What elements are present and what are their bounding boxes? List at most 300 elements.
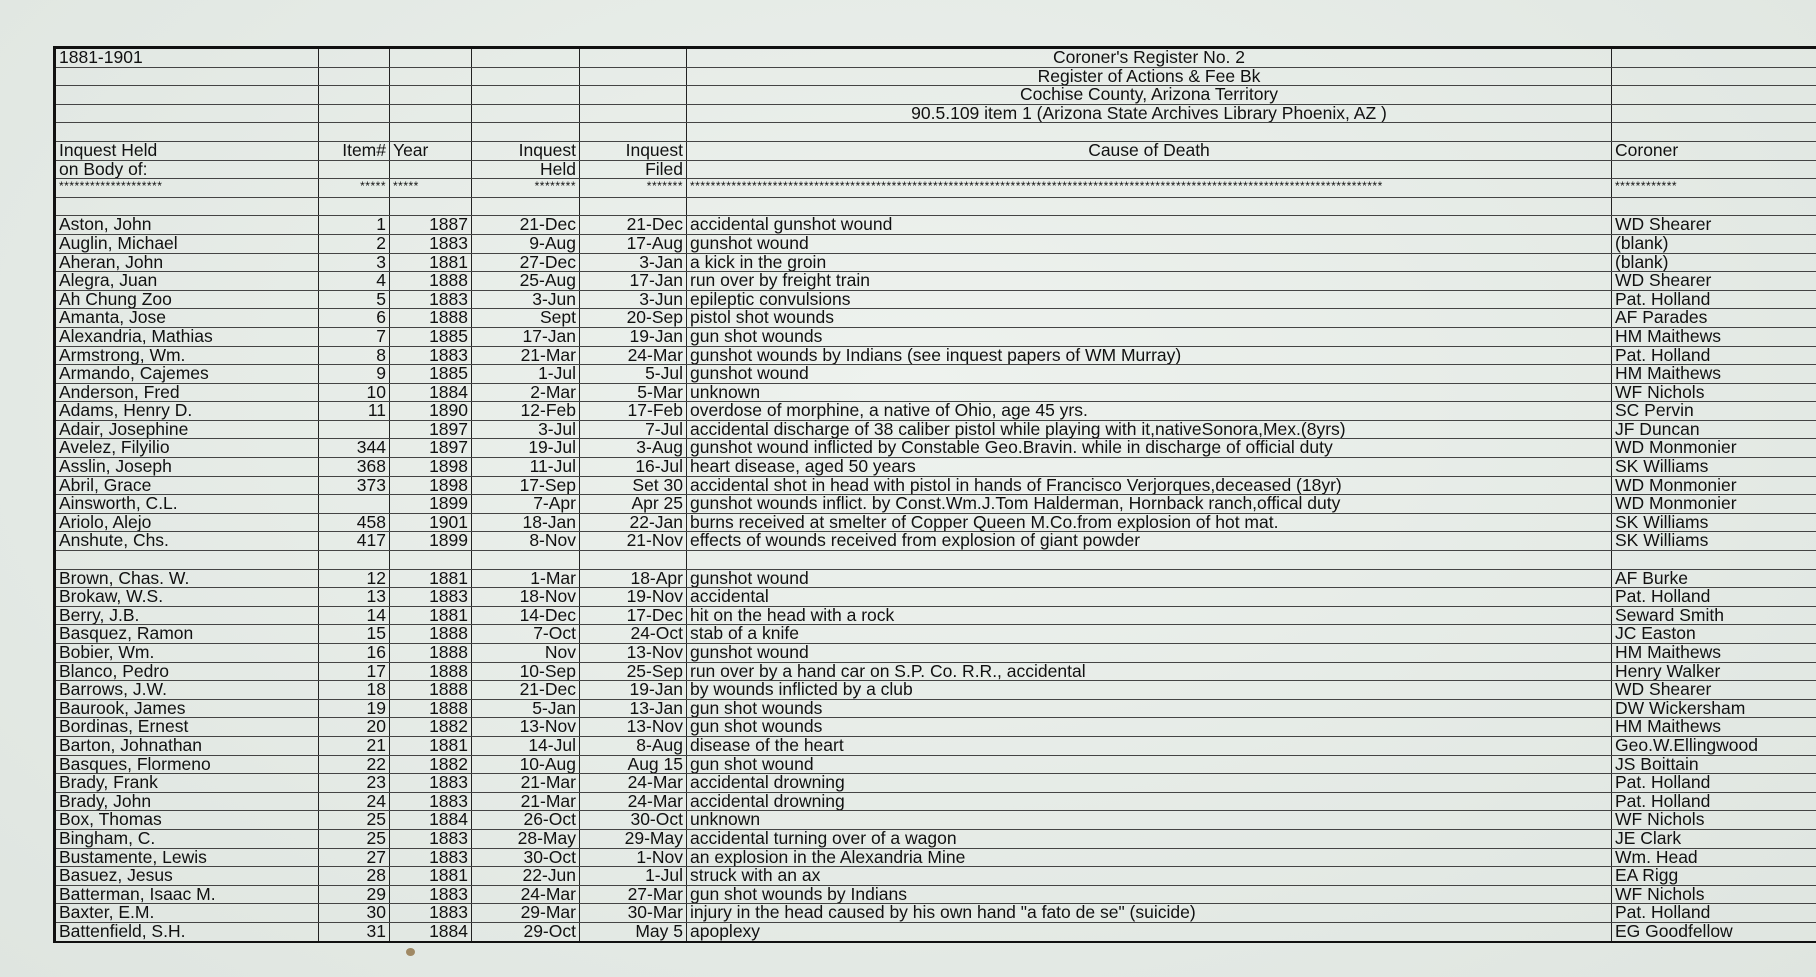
entry-year: 1887 bbox=[390, 216, 472, 235]
entry-year: 1898 bbox=[390, 476, 472, 495]
title-row-4 bbox=[55, 104, 1816, 123]
table-row bbox=[55, 476, 1816, 495]
entry-held: 3-Jun bbox=[472, 290, 580, 309]
entry-year: 1881 bbox=[390, 569, 472, 588]
entry-item: 13 bbox=[319, 588, 390, 607]
entry-coroner: EG Goodfellow bbox=[1612, 922, 1816, 941]
entry-year: 1881 bbox=[390, 253, 472, 272]
entry-held: 7-Oct bbox=[472, 625, 580, 644]
entry-held: 7-Apr bbox=[472, 495, 580, 514]
entry-item: 28 bbox=[319, 867, 390, 886]
entry-coroner: Geo.W.Ellingwood bbox=[1612, 736, 1816, 755]
entry-cause: gunshot wound bbox=[687, 569, 1612, 588]
entry-year: 1883 bbox=[390, 234, 472, 253]
table-row bbox=[55, 699, 1816, 718]
column-header-row-2 bbox=[55, 160, 1816, 179]
entry-year: 1888 bbox=[390, 309, 472, 328]
entry-coroner: Pat. Holland bbox=[1612, 346, 1816, 365]
table-row bbox=[55, 904, 1816, 923]
entry-year: 1883 bbox=[390, 848, 472, 867]
entry-cause: gunshot wound bbox=[687, 365, 1612, 384]
table-row bbox=[55, 792, 1816, 811]
entry-item bbox=[319, 420, 390, 439]
entry-year: 1899 bbox=[390, 532, 472, 551]
entry-filed: 17-Feb bbox=[580, 402, 687, 421]
entry-cause: accidental shot in head with pistol in hands of Francisco Verjorques,deceased (18yr) bbox=[687, 476, 1612, 495]
entry-item: 17 bbox=[319, 662, 390, 681]
entry-year: 1881 bbox=[390, 606, 472, 625]
entry-year: 1883 bbox=[390, 346, 472, 365]
col-header-cause: Cause of Death bbox=[687, 141, 1612, 160]
entry-item: 12 bbox=[319, 569, 390, 588]
entry-held: 28-May bbox=[472, 829, 580, 848]
entry-held: 21-Mar bbox=[472, 792, 580, 811]
table-row bbox=[55, 644, 1816, 663]
entry-filed: 18-Apr bbox=[580, 569, 687, 588]
entry-name: Brady, John bbox=[55, 792, 319, 811]
entry-item: 18 bbox=[319, 681, 390, 700]
entry-year: 1883 bbox=[390, 904, 472, 923]
entry-filed: 3-Aug bbox=[580, 439, 687, 458]
entry-held: 29-Mar bbox=[472, 904, 580, 923]
entry-item: 25 bbox=[319, 829, 390, 848]
entry-name: Amanta, Jose bbox=[55, 309, 319, 328]
entry-filed: 19-Jan bbox=[580, 327, 687, 346]
entry-coroner: HM Maithews bbox=[1612, 327, 1816, 346]
entry-item: 344 bbox=[319, 439, 390, 458]
entry-name: Anshute, Chs. bbox=[55, 532, 319, 551]
entry-held: 21-Dec bbox=[472, 216, 580, 235]
entry-cause: gunshot wound inflicted by Constable Geo.Bravin. while in discharge of official duty bbox=[687, 439, 1612, 458]
entry-cause: hit on the head with a rock bbox=[687, 606, 1612, 625]
entry-item: 458 bbox=[319, 513, 390, 532]
entry-year: 1885 bbox=[390, 327, 472, 346]
entry-name: Aheran, John bbox=[55, 253, 319, 272]
entry-held: 17-Jan bbox=[472, 327, 580, 346]
separator-name: ******************** bbox=[55, 179, 319, 198]
table-row bbox=[55, 811, 1816, 830]
entry-cause: gun shot wounds bbox=[687, 327, 1612, 346]
entry-item: 1 bbox=[319, 216, 390, 235]
separator-item: ***** bbox=[319, 179, 390, 198]
entry-year: 1881 bbox=[390, 867, 472, 886]
entry-name: Brown, Chas. W. bbox=[55, 569, 319, 588]
entry-held: Sept bbox=[472, 309, 580, 328]
table-row bbox=[55, 216, 1816, 235]
entry-item: 15 bbox=[319, 625, 390, 644]
entry-name: Blanco, Pedro bbox=[55, 662, 319, 681]
entry-cause: pistol shot wounds bbox=[687, 309, 1612, 328]
col-header-name: Inquest Held bbox=[55, 141, 319, 160]
entry-coroner: (blank) bbox=[1612, 234, 1816, 253]
entry-cause: gun shot wounds bbox=[687, 718, 1612, 737]
column-header-row-1 bbox=[55, 141, 1816, 160]
entry-year: 1897 bbox=[390, 439, 472, 458]
entry-year: 1881 bbox=[390, 736, 472, 755]
entry-held: 25-Aug bbox=[472, 272, 580, 291]
col-header-item: Item# bbox=[319, 141, 390, 160]
entry-item: 9 bbox=[319, 365, 390, 384]
entry-coroner: WD Monmonier bbox=[1612, 476, 1816, 495]
separator-coroner: ************ bbox=[1612, 179, 1816, 198]
entry-cause: epileptic convulsions bbox=[687, 290, 1612, 309]
table-row bbox=[55, 458, 1816, 477]
entry-coroner: WD Shearer bbox=[1612, 272, 1816, 291]
table-row bbox=[55, 662, 1816, 681]
entry-year: 1882 bbox=[390, 755, 472, 774]
entry-filed: 1-Nov bbox=[580, 848, 687, 867]
col-header-held: Inquest bbox=[472, 141, 580, 160]
entry-held: 27-Dec bbox=[472, 253, 580, 272]
table-row bbox=[55, 439, 1816, 458]
entry-item: 29 bbox=[319, 885, 390, 904]
entry-item: 7 bbox=[319, 327, 390, 346]
table-row bbox=[55, 513, 1816, 532]
entry-coroner: SK Williams bbox=[1612, 532, 1816, 551]
table-row bbox=[55, 383, 1816, 402]
separator-row bbox=[55, 179, 1816, 198]
table-row bbox=[55, 755, 1816, 774]
entry-held: 21-Mar bbox=[472, 774, 580, 793]
entry-name: Bordinas, Ernest bbox=[55, 718, 319, 737]
entry-filed: 25-Sep bbox=[580, 662, 687, 681]
entry-coroner: Pat. Holland bbox=[1612, 792, 1816, 811]
entry-held: 13-Nov bbox=[472, 718, 580, 737]
entry-coroner: SC Pervin bbox=[1612, 402, 1816, 421]
entry-cause: gun shot wound bbox=[687, 755, 1612, 774]
entry-name: Ariolo, Alejo bbox=[55, 513, 319, 532]
entry-item: 16 bbox=[319, 644, 390, 663]
entry-held: Nov bbox=[472, 644, 580, 663]
register-archive-ref: 90.5.109 item 1 (Arizona State Archives Library Phoenix, AZ ) bbox=[687, 104, 1612, 123]
entry-item: 417 bbox=[319, 532, 390, 551]
entry-filed: 21-Dec bbox=[580, 216, 687, 235]
entry-name: Ainsworth, C.L. bbox=[55, 495, 319, 514]
entry-name: Baurook, James bbox=[55, 699, 319, 718]
entry-coroner: WD Monmonier bbox=[1612, 495, 1816, 514]
entry-year: 1883 bbox=[390, 290, 472, 309]
table-row bbox=[55, 829, 1816, 848]
col-header-year: Year bbox=[390, 141, 472, 160]
entry-cause: an explosion in the Alexandria Mine bbox=[687, 848, 1612, 867]
entry-item bbox=[319, 495, 390, 514]
title-row-1 bbox=[55, 48, 1816, 68]
table-row bbox=[55, 588, 1816, 607]
paper-speck bbox=[406, 948, 415, 956]
spacer-row bbox=[55, 123, 1816, 142]
entry-year: 1883 bbox=[390, 829, 472, 848]
entry-held: 14-Jul bbox=[472, 736, 580, 755]
year-range: 1881-1901 bbox=[55, 48, 319, 68]
entry-cause: disease of the heart bbox=[687, 736, 1612, 755]
table-row bbox=[55, 420, 1816, 439]
entry-item: 6 bbox=[319, 309, 390, 328]
entry-cause: run over by freight train bbox=[687, 272, 1612, 291]
table-row bbox=[55, 532, 1816, 551]
col-header-held-2: Held bbox=[472, 160, 580, 179]
entry-coroner: JC Easton bbox=[1612, 625, 1816, 644]
entry-item: 27 bbox=[319, 848, 390, 867]
entry-name: Basques, Flormeno bbox=[55, 755, 319, 774]
entry-filed: 3-Jan bbox=[580, 253, 687, 272]
entry-coroner: (blank) bbox=[1612, 253, 1816, 272]
table-row bbox=[55, 402, 1816, 421]
table-row bbox=[55, 922, 1816, 941]
entry-coroner: JF Duncan bbox=[1612, 420, 1816, 439]
spacer-row bbox=[55, 551, 1816, 570]
entry-filed: 22-Jan bbox=[580, 513, 687, 532]
entry-filed: 19-Jan bbox=[580, 681, 687, 700]
entry-cause: injury in the head caused by his own hand "a fato de se" (suicide) bbox=[687, 904, 1612, 923]
entry-name: Auglin, Michael bbox=[55, 234, 319, 253]
entry-filed: 17-Aug bbox=[580, 234, 687, 253]
col-header-coroner: Coroner bbox=[1612, 141, 1816, 160]
coroner-register-table bbox=[53, 46, 1816, 943]
entry-name: Brokaw, W.S. bbox=[55, 588, 319, 607]
entry-coroner: WD Monmonier bbox=[1612, 439, 1816, 458]
col-header-filed: Inquest bbox=[580, 141, 687, 160]
entry-cause: accidental discharge of 38 caliber pistol while playing with it,nativeSonora,Mex.(8yrs) bbox=[687, 420, 1612, 439]
entry-cause: gunshot wounds inflict. by Const.Wm.J.Tom Halderman, Hornback ranch,offical duty bbox=[687, 495, 1612, 514]
entry-filed: 1-Jul bbox=[580, 867, 687, 886]
table-row bbox=[55, 848, 1816, 867]
entry-year: 1882 bbox=[390, 718, 472, 737]
entry-filed: Apr 25 bbox=[580, 495, 687, 514]
entry-name: Box, Thomas bbox=[55, 811, 319, 830]
entry-held: 18-Nov bbox=[472, 588, 580, 607]
register-subtitle: Register of Actions & Fee Bk bbox=[687, 67, 1612, 86]
entry-cause: accidental turning over of a wagon bbox=[687, 829, 1612, 848]
entry-cause: accidental gunshot wound bbox=[687, 216, 1612, 235]
entry-filed: 17-Jan bbox=[580, 272, 687, 291]
table-row bbox=[55, 290, 1816, 309]
register-county: Cochise County, Arizona Territory bbox=[687, 86, 1612, 105]
entry-held: 21-Mar bbox=[472, 346, 580, 365]
entry-filed: 27-Mar bbox=[580, 885, 687, 904]
entry-cause: struck with an ax bbox=[687, 867, 1612, 886]
entry-filed: May 5 bbox=[580, 922, 687, 941]
table-row bbox=[55, 625, 1816, 644]
entry-coroner: Pat. Holland bbox=[1612, 290, 1816, 309]
entry-cause: gunshot wound bbox=[687, 234, 1612, 253]
entry-cause: accidental drowning bbox=[687, 792, 1612, 811]
entry-name: Battenfield, S.H. bbox=[55, 922, 319, 941]
entry-item: 4 bbox=[319, 272, 390, 291]
entry-coroner: SK Williams bbox=[1612, 513, 1816, 532]
entry-held: 26-Oct bbox=[472, 811, 580, 830]
entry-name: Asslin, Joseph bbox=[55, 458, 319, 477]
entry-cause: by wounds inflicted by a club bbox=[687, 681, 1612, 700]
table-row bbox=[55, 327, 1816, 346]
entry-filed: 21-Nov bbox=[580, 532, 687, 551]
entry-name: Avelez, Filyilio bbox=[55, 439, 319, 458]
entry-held: 8-Nov bbox=[472, 532, 580, 551]
entry-held: 3-Jul bbox=[472, 420, 580, 439]
separator-year: ***** bbox=[390, 179, 472, 198]
entry-filed: 19-Nov bbox=[580, 588, 687, 607]
entry-year: 1884 bbox=[390, 383, 472, 402]
entry-filed: 16-Jul bbox=[580, 458, 687, 477]
entry-filed: 24-Oct bbox=[580, 625, 687, 644]
entry-item: 24 bbox=[319, 792, 390, 811]
table-row bbox=[55, 606, 1816, 625]
entry-cause: heart disease, aged 50 years bbox=[687, 458, 1612, 477]
entry-cause: apoplexy bbox=[687, 922, 1612, 941]
entry-coroner: EA Rigg bbox=[1612, 867, 1816, 886]
entry-held: 24-Mar bbox=[472, 885, 580, 904]
entry-cause: gun shot wounds bbox=[687, 699, 1612, 718]
entry-filed: 3-Jun bbox=[580, 290, 687, 309]
entry-coroner: Pat. Holland bbox=[1612, 588, 1816, 607]
entry-filed: 29-May bbox=[580, 829, 687, 848]
table-row bbox=[55, 774, 1816, 793]
entry-held: 30-Oct bbox=[472, 848, 580, 867]
entry-coroner: SK Williams bbox=[1612, 458, 1816, 477]
entry-year: 1883 bbox=[390, 774, 472, 793]
entry-name: Alegra, Juan bbox=[55, 272, 319, 291]
entry-cause: overdose of morphine, a native of Ohio, age 45 yrs. bbox=[687, 402, 1612, 421]
entry-year: 1901 bbox=[390, 513, 472, 532]
entry-coroner: AF Parades bbox=[1612, 309, 1816, 328]
entry-coroner: Pat. Holland bbox=[1612, 904, 1816, 923]
entry-name: Adair, Josephine bbox=[55, 420, 319, 439]
entry-held: 1-Jul bbox=[472, 365, 580, 384]
separator-cause: ************************************************************************************************************************************** bbox=[687, 179, 1612, 198]
entry-item: 14 bbox=[319, 606, 390, 625]
entry-name: Aston, John bbox=[55, 216, 319, 235]
entry-coroner: Henry Walker bbox=[1612, 662, 1816, 681]
entry-name: Barrows, J.W. bbox=[55, 681, 319, 700]
entry-filed: 17-Dec bbox=[580, 606, 687, 625]
table-row bbox=[55, 365, 1816, 384]
entry-coroner: HM Maithews bbox=[1612, 718, 1816, 737]
entry-cause: unknown bbox=[687, 383, 1612, 402]
entry-coroner: WF Nichols bbox=[1612, 885, 1816, 904]
entry-year: 1883 bbox=[390, 885, 472, 904]
entry-filed: 30-Mar bbox=[580, 904, 687, 923]
separator-held: ******** bbox=[472, 179, 580, 198]
entry-year: 1885 bbox=[390, 365, 472, 384]
entry-held: 10-Sep bbox=[472, 662, 580, 681]
entry-cause: unknown bbox=[687, 811, 1612, 830]
entry-year: 1883 bbox=[390, 792, 472, 811]
separator-filed: ******* bbox=[580, 179, 687, 198]
entry-coroner: HM Maithews bbox=[1612, 365, 1816, 384]
entry-item: 373 bbox=[319, 476, 390, 495]
entry-cause: accidental drowning bbox=[687, 774, 1612, 793]
entry-filed: 7-Jul bbox=[580, 420, 687, 439]
entry-year: 1884 bbox=[390, 811, 472, 830]
entry-cause: gun shot wounds by Indians bbox=[687, 885, 1612, 904]
entry-item: 10 bbox=[319, 383, 390, 402]
entry-name: Baxter, E.M. bbox=[55, 904, 319, 923]
entry-name: Bingham, C. bbox=[55, 829, 319, 848]
table-row bbox=[55, 681, 1816, 700]
entry-coroner: JE Clark bbox=[1612, 829, 1816, 848]
entry-coroner: JS Boittain bbox=[1612, 755, 1816, 774]
entry-year: 1888 bbox=[390, 625, 472, 644]
title-row-3 bbox=[55, 86, 1816, 105]
entry-coroner: DW Wickersham bbox=[1612, 699, 1816, 718]
table-row bbox=[55, 885, 1816, 904]
table-row bbox=[55, 234, 1816, 253]
entry-year: 1888 bbox=[390, 272, 472, 291]
entry-filed: 8-Aug bbox=[580, 736, 687, 755]
entry-filed: 20-Sep bbox=[580, 309, 687, 328]
entry-cause: accidental bbox=[687, 588, 1612, 607]
register-title: Coroner's Register No. 2 bbox=[687, 48, 1612, 68]
entry-name: Ah Chung Zoo bbox=[55, 290, 319, 309]
entry-name: Anderson, Fred bbox=[55, 383, 319, 402]
entry-name: Alexandria, Mathias bbox=[55, 327, 319, 346]
entry-cause: gunshot wound bbox=[687, 644, 1612, 663]
entry-filed: 13-Jan bbox=[580, 699, 687, 718]
entry-coroner: Wm. Head bbox=[1612, 848, 1816, 867]
table-row bbox=[55, 569, 1816, 588]
entry-item: 368 bbox=[319, 458, 390, 477]
table-row bbox=[55, 272, 1816, 291]
entry-name: Adams, Henry D. bbox=[55, 402, 319, 421]
entry-year: 1890 bbox=[390, 402, 472, 421]
table-row bbox=[55, 253, 1816, 272]
entry-held: 2-Mar bbox=[472, 383, 580, 402]
entry-held: 1-Mar bbox=[472, 569, 580, 588]
entry-filed: 24-Mar bbox=[580, 774, 687, 793]
entry-item: 23 bbox=[319, 774, 390, 793]
entry-filed: 24-Mar bbox=[580, 346, 687, 365]
table-row bbox=[55, 346, 1816, 365]
entry-coroner: Seward Smith bbox=[1612, 606, 1816, 625]
entry-year: 1888 bbox=[390, 681, 472, 700]
entry-item: 11 bbox=[319, 402, 390, 421]
entry-item: 2 bbox=[319, 234, 390, 253]
entry-name: Brady, Frank bbox=[55, 774, 319, 793]
entry-filed: 13-Nov bbox=[580, 718, 687, 737]
entry-filed: Set 30 bbox=[580, 476, 687, 495]
entry-year: 1888 bbox=[390, 699, 472, 718]
entry-coroner: AF Burke bbox=[1612, 569, 1816, 588]
entry-held: 5-Jan bbox=[472, 699, 580, 718]
entry-name: Bustamente, Lewis bbox=[55, 848, 319, 867]
entry-held: 17-Sep bbox=[472, 476, 580, 495]
entry-item: 20 bbox=[319, 718, 390, 737]
entry-item: 31 bbox=[319, 922, 390, 941]
entry-cause: run over by a hand car on S.P. Co. R.R., accidental bbox=[687, 662, 1612, 681]
spacer-row bbox=[55, 197, 1816, 216]
entry-held: 10-Aug bbox=[472, 755, 580, 774]
entry-held: 12-Feb bbox=[472, 402, 580, 421]
entry-item: 3 bbox=[319, 253, 390, 272]
entry-year: 1888 bbox=[390, 662, 472, 681]
entry-year: 1897 bbox=[390, 420, 472, 439]
entry-item: 21 bbox=[319, 736, 390, 755]
entry-held: 19-Jul bbox=[472, 439, 580, 458]
entry-cause: stab of a knife bbox=[687, 625, 1612, 644]
entry-coroner: WF Nichols bbox=[1612, 383, 1816, 402]
table-row bbox=[55, 736, 1816, 755]
entry-held: 9-Aug bbox=[472, 234, 580, 253]
entry-year: 1884 bbox=[390, 922, 472, 941]
entry-item: 19 bbox=[319, 699, 390, 718]
entry-filed: Aug 15 bbox=[580, 755, 687, 774]
entry-item: 22 bbox=[319, 755, 390, 774]
entry-name: Batterman, Isaac M. bbox=[55, 885, 319, 904]
entry-year: 1898 bbox=[390, 458, 472, 477]
entry-name: Armstrong, Wm. bbox=[55, 346, 319, 365]
register-body bbox=[55, 48, 1816, 942]
table-row bbox=[55, 495, 1816, 514]
entry-name: Berry, J.B. bbox=[55, 606, 319, 625]
